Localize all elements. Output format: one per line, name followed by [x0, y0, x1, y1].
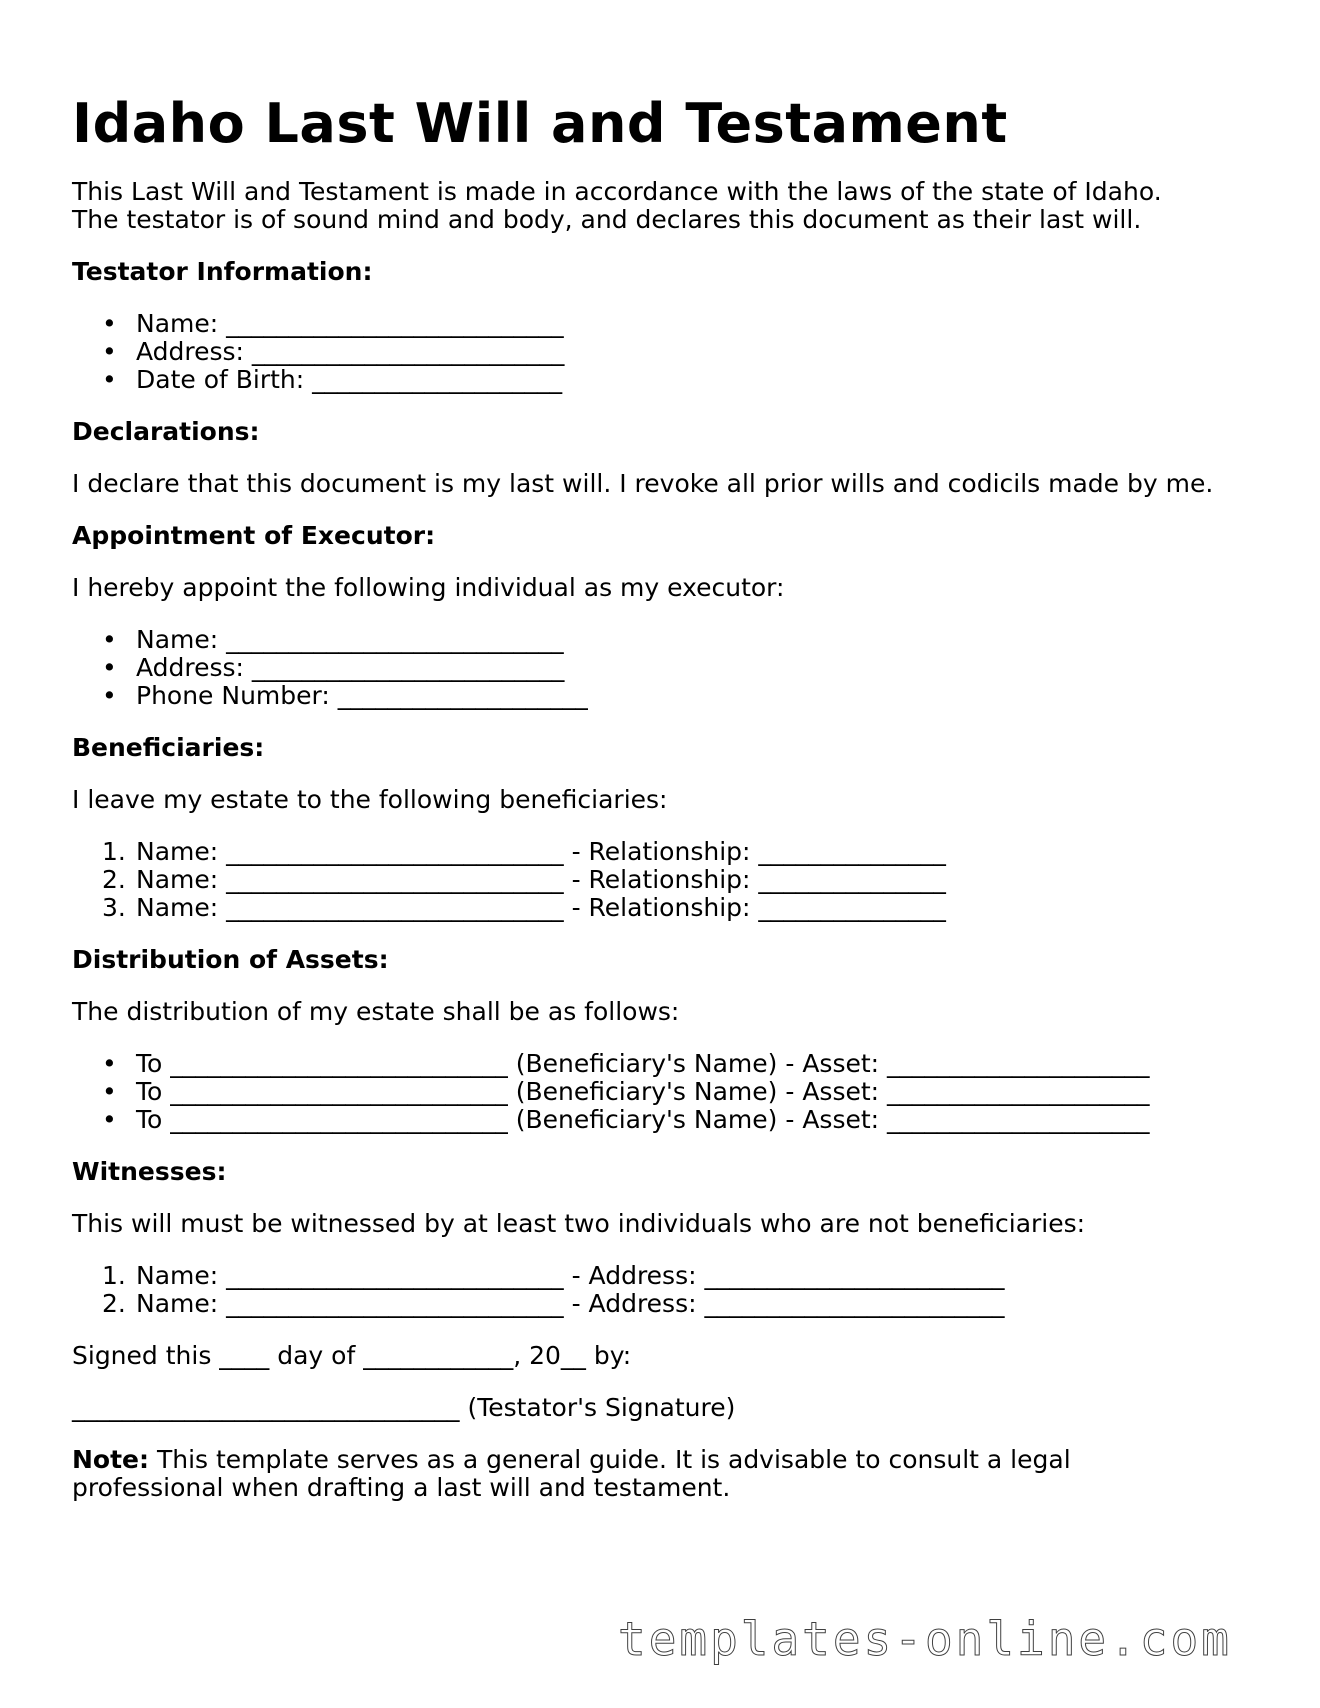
- intro-line-1: This Last Will and Testament is made in accordance with the laws of the state of Idaho.: [72, 177, 1162, 206]
- beneficiaries-text: I leave my estate to the following beneficiaries:: [72, 785, 668, 814]
- distribution-field[interactable]: To ___________________________ (Beneficiary's Name) - Asset: _____________________: [136, 1077, 1150, 1106]
- note-text-1: This template serves as a general guide. It is advisable to consult a legal: [149, 1445, 1071, 1474]
- distribution-heading: Distribution of Assets:: [72, 945, 389, 974]
- witness-field[interactable]: Name: ___________________________ - Address: ________________________: [136, 1261, 1005, 1290]
- list-item: • Name: ___________________________: [102, 625, 564, 654]
- distribution-field[interactable]: To ___________________________ (Beneficiary's Name) - Asset: _____________________: [136, 1105, 1150, 1134]
- list-item: • To ___________________________ (Beneficiary's Name) - Asset: _____________________: [102, 1077, 1150, 1106]
- signed-date-line[interactable]: Signed this ____ day of ____________, 20__ by:: [72, 1341, 632, 1370]
- list-item: • Address: _________________________: [102, 337, 565, 366]
- list-item: • Name: ___________________________: [102, 309, 564, 338]
- list-item: 2. Name: ___________________________ - Relationship: _______________: [102, 865, 946, 894]
- list-item: 1. Name: ___________________________ - Address: ________________________: [102, 1261, 1005, 1290]
- testator-dob-field[interactable]: Date of Birth: ____________________: [136, 365, 563, 394]
- declarations-text: I declare that this document is my last will. I revoke all prior wills and codicils made by me.: [72, 469, 1214, 498]
- beneficiary-field[interactable]: Name: ___________________________ - Relationship: _______________: [136, 893, 946, 922]
- witnesses-heading: Witnesses:: [72, 1157, 227, 1186]
- note-label: Note:: [72, 1445, 150, 1474]
- note-line-2: professional when drafting a last will and testament.: [72, 1473, 731, 1502]
- list-item: • Date of Birth: ____________________: [102, 365, 563, 394]
- executor-heading: Appointment of Executor:: [72, 521, 436, 550]
- list-item: 3. Name: ___________________________ - Relationship: _______________: [102, 893, 946, 922]
- distribution-text: The distribution of my estate shall be as follows:: [72, 997, 680, 1026]
- beneficiary-field[interactable]: Name: ___________________________ - Relationship: _______________: [136, 837, 946, 866]
- testator-address-field[interactable]: Address: _________________________: [136, 337, 565, 366]
- list-item: 1. Name: ___________________________ - Relationship: _______________: [102, 837, 946, 866]
- executor-phone-field[interactable]: Phone Number: ____________________: [136, 681, 588, 710]
- testator-heading: Testator Information:: [72, 257, 373, 286]
- witness-field[interactable]: Name: ___________________________ - Address: ________________________: [136, 1289, 1005, 1318]
- list-item: 2. Name: ___________________________ - Address: ________________________: [102, 1289, 1005, 1318]
- executor-name-field[interactable]: Name: ___________________________: [136, 625, 564, 654]
- beneficiary-field[interactable]: Name: ___________________________ - Relationship: _______________: [136, 865, 946, 894]
- intro-line-2: The testator is of sound mind and body, and declares this document as their last will.: [72, 205, 1142, 234]
- list-item: • To ___________________________ (Beneficiary's Name) - Asset: _____________________: [102, 1105, 1150, 1134]
- executor-address-field[interactable]: Address: _________________________: [136, 653, 565, 682]
- witnesses-text: This will must be witnessed by at least two individuals who are not beneficiaries:: [72, 1209, 1086, 1238]
- distribution-field[interactable]: To ___________________________ (Beneficiary's Name) - Asset: _____________________: [136, 1049, 1150, 1078]
- list-item: • Phone Number: ____________________: [102, 681, 588, 710]
- testator-name-field[interactable]: Name: ___________________________: [136, 309, 564, 338]
- list-item: • To ___________________________ (Beneficiary's Name) - Asset: _____________________: [102, 1049, 1150, 1078]
- beneficiaries-heading: Beneficiaries:: [72, 733, 265, 762]
- executor-text: I hereby appoint the following individual as my executor:: [72, 573, 785, 602]
- note-line-1: [72, 1444, 1071, 1475]
- list-item: • Address: _________________________: [102, 653, 565, 682]
- watermark-text: templates-online.com: [618, 1612, 1232, 1666]
- document-title: Idaho Last Will and Testament: [72, 92, 1008, 155]
- testator-signature-line[interactable]: _______________________________ (Testator's Signature): [72, 1393, 736, 1422]
- declarations-heading: Declarations:: [72, 417, 260, 446]
